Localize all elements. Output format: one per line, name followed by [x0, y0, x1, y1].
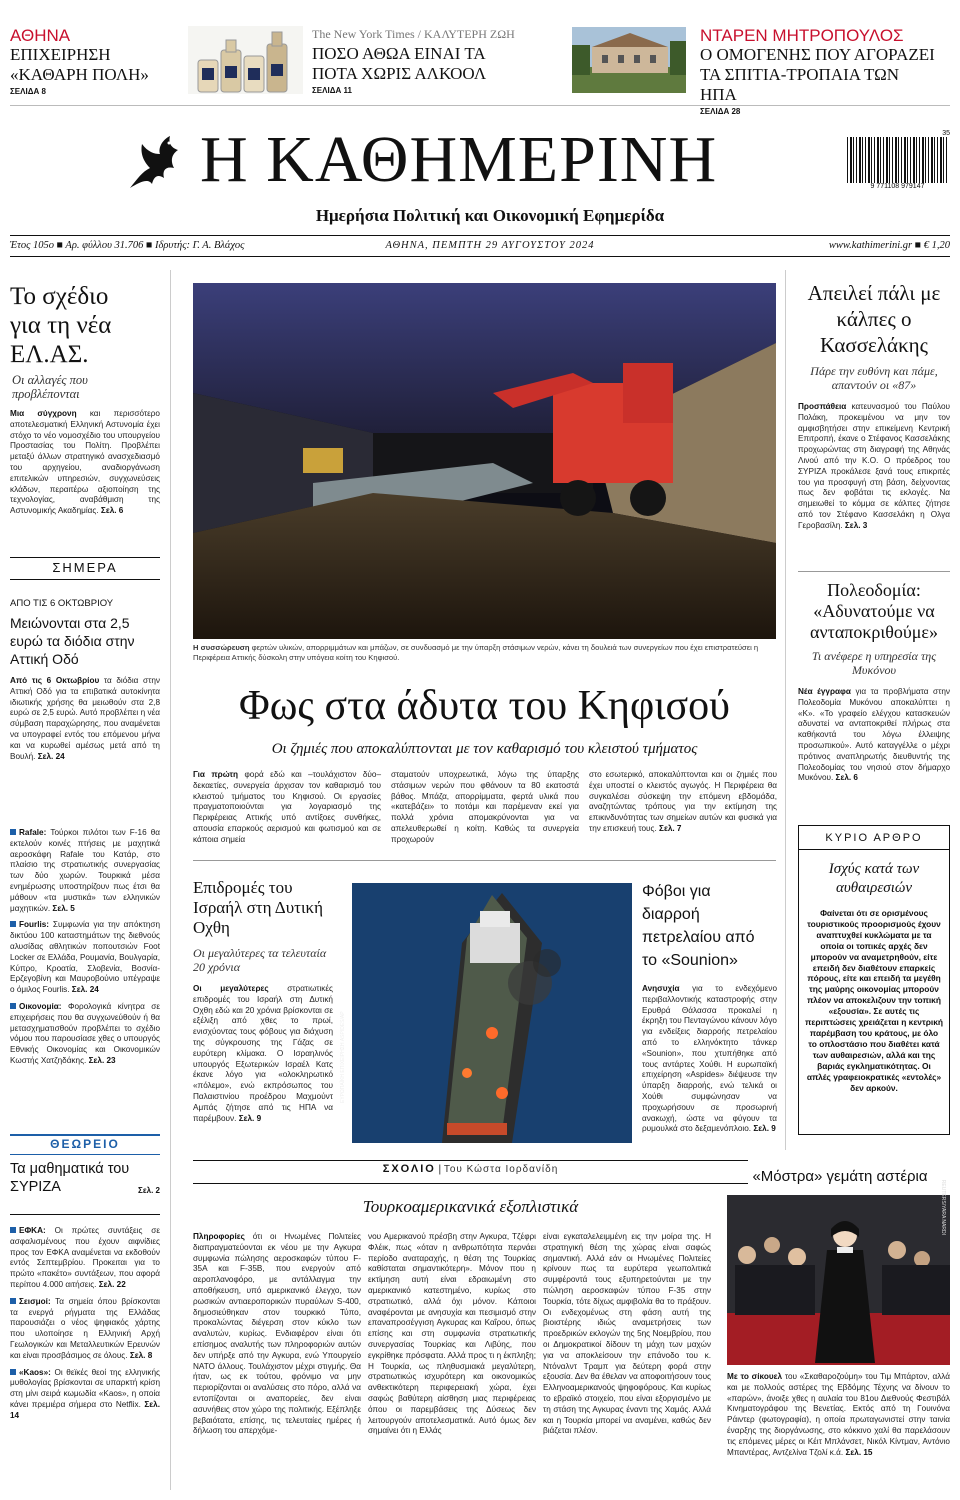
brief-head: ΕΦΚΑ:	[19, 1226, 46, 1235]
brief-page: Σελ. 22	[98, 1279, 126, 1289]
brief-item[interactable]	[10, 1368, 160, 1422]
story2-title: Πολεοδομία: «Αδυνατούμε να ανταποκριθούμε»	[810, 580, 938, 642]
editorial-box[interactable]	[798, 825, 950, 1135]
brief-item[interactable]	[10, 1226, 160, 1291]
masthead-title: Η ΚΑΘΗΜΕΡΙΝΗ	[200, 123, 718, 196]
brief-head: Rafale:	[19, 828, 47, 837]
teaser-page: ΣΕΛΙΔΑ 8	[10, 87, 46, 96]
main-story-text: στο εσωτερικό, αποκαλύπτονται και οι ζημιές που έχει υποστεί ο κλειστός αγωγός. Η Περιφέρεια θα συγκαλέσει σύσκεψη την επόμενη εβδομάδα, αναζητώντας τρόπους για την εκτίμηση της επικινδυνότητας των σημείων αυτών και φυσικά για την επισκευή τους.	[589, 770, 777, 833]
right-lead-subtitle: Πάρε την ευθύνη και πάμε, απαντούν οι «87»	[810, 364, 938, 392]
brief-page: Σελ. 14	[10, 1399, 160, 1420]
brief-head: Fourlis:	[19, 920, 50, 930]
right-rule-1	[798, 571, 950, 572]
ship-body: για το ενδεχόμενο περιβαλλοντικής καταστροφής στην Ερυθρά Θάλασσα προκαλεί η έκρηξη του Πενταγώνου κάνουν λόγο για ενδείξεις διαρροής πετρελαίου από το ελληνόκτητο τάνκερ «Sounion», που χτυπήθηκε από τους αντάρτες Χούθι. Η ευρωπαϊκή επιχείρηση «Aspides» διέψευσε την ύπαρξη διαρροής, ενώ τελικά οι Χούθι συμφώνησαν να προχωρήσουν σε προσωρινή ανακωχή, ώστε να φύγουν τα ρυμουλκά στο δεξαμενόπλοιο.	[642, 984, 778, 1134]
today-rule	[10, 557, 160, 558]
brief-text: Οι πρώτες συντάξεις σε ασφαλισμένους που έχουν αιφνίδιες προς τον ΕΦΚΑ αναμένεται να εκδοθούν εντός Σεπτεμβρίου. Προκειται για το πρώτο «πακέτο» συντάξεων, που αφορά περίπου 4.000 αιτήσεις.	[10, 1226, 161, 1289]
brief-page: Σελ. 24	[71, 985, 99, 995]
story2-strong: Νέα έγγραφα	[798, 687, 851, 696]
main-story-strong: Για πρώτη	[193, 770, 239, 779]
main-story-text: φορά εδώ και –τουλάχιστον δύο– δεκαετίες, συνεργεία άρχισαν τον καθαρισμό του κλειστού τμήματος του Κηφισού. Οι εργασίες πραγματοποιούνται για λογαριασμό της Περιφέρειας Αττικής υπό αντίξοες συνθήκες, απουσία επαρκούς αερισμού και φωτισμού και σε κάποια σημεία	[193, 770, 382, 844]
mid-rule	[193, 860, 776, 861]
caption-strong: Η συσσώρευση	[193, 643, 250, 652]
israel-story[interactable]	[193, 878, 333, 1124]
right-lead-title: Απειλεί πάλι με κάλπες ο Κασσελάκης	[807, 281, 941, 357]
today-label: ΣΗΜΕΡΑ	[52, 560, 118, 575]
opinion-rule-bottom	[10, 1154, 160, 1155]
comment-col-3	[543, 1232, 711, 1490]
mostra-strong: Με το σίκουελ	[727, 1372, 783, 1381]
mostra-page: Σελ. 15	[845, 1447, 873, 1457]
left-lead-body: και περισσότερο αποτελεσματική Ελληνική Αστυνομία έχει στόχο το νέο νομοσχέδιο του υπουργείου Προστασίας του Πολίτη. Προβλέπει μεταξύ άλλων στρατηγικό ανασχεδιασμό του αρχηγείου, αναδιοργάνωση επιτελικών υπηρεσιών, συγχωνεύσεις κλάδων, περαιτέρω αξιοποίηση της τεχνολογίας, αναβάθμιση της Αστυνομικής Ακαδημίας.	[10, 409, 160, 516]
right-lead-body: κατευνασμού του Παύλου Πολάκη, προκειμένου να μην τον αμφισβητήσει στην επικείμενη Κεντρική Επιτροπή, έκανε ο Στέφανος Κασσελάκης προχωρώντας στη διαγραφή της Αθηνάς Λινού από την Κ.Ο. Ο πρόεδρος του ΣΥΡΙΖΑ προκάλεσε ξανά τους επικριτές του για προσφυγή στη βάση, δείχνοντας πως δεν φοβάται τις εκλογές. Να σημειωθεί το κόμμα σε κάλπες ζήτησε από τον Στέφανο Κασσελάκη η Ολγα Γεροβασίλη.	[798, 402, 950, 530]
caption-text: φερτών υλικών, απορριμμάτων και μπάζων, σε συνδυασμό με την ύπαρξη στάσιμων νερών, κάνει τη δουλειά των συνεργείων που έχει επιστρατεύσει η Περιφέρεια Αττικής δύσκολη στην υπόγεια κοίτη του Κηφισού.	[193, 643, 759, 662]
mostra-title: «Μόστρα» γεμάτη αστέρια	[752, 1168, 928, 1185]
ship-title: Φόβοι για διαρροή πετρελαίου από το «Sounion»	[642, 883, 755, 969]
right-lead-page: Σελ. 3	[844, 520, 868, 530]
barcode-bars	[847, 137, 947, 183]
today-kicker: ΑΠΟ ΤΙΣ 6 ΟΚΤΩΒΡΙΟΥ	[10, 598, 114, 609]
main-story-page: Σελ. 7	[659, 823, 682, 833]
masthead-subtitle: Ημερήσια Πολιτική και Οικονομική Εφημερίδα	[315, 206, 665, 225]
sounion-tanker-photo	[340, 883, 632, 1143]
brief-head: Σεισμοί:	[19, 1296, 51, 1306]
main-story-col-2	[391, 770, 579, 846]
israel-subtitle: Οι μεγαλύτερες τα τελευταία 20 χρόνια	[193, 946, 327, 974]
issue-date: ΑΘΗΝΑ, ΠΕΜΠΤΗ 29 ΑΥΓΟΥΣΤΟΥ 2024	[385, 240, 595, 251]
israel-page: Σελ. 9	[238, 1113, 262, 1123]
barcode-top-number: 35	[942, 130, 950, 137]
left-lead-subtitle: Οι αλλαγές που προβλέπονται	[12, 373, 88, 401]
israel-text	[193, 984, 333, 1124]
comment-separator: |	[438, 1163, 444, 1175]
brief-text: Τα σημεία όπου βρίσκονται τα ενεργά ρήγματα της Ελλάδας παρουσιάζει ο νέος ψηφιακός χάρτης που υλοποίησε η Ελληνική Αρχή Γεωλογικών και Μεταλλευτικών Ερευνών και είναι προσβάσιμος σε όλους.	[10, 1296, 160, 1360]
teaser-page: ΣΕΛΙΔΑ 28	[700, 107, 741, 116]
today-text	[10, 676, 160, 762]
opinion-page: Σελ. 2	[138, 1186, 160, 1195]
today-page: Σελ. 24	[37, 751, 65, 761]
comment-text: είναι εγκαταλελειμμένη εις την μοίρα της. Η στρατηγική θέση της χώρας είναι σαφώς σημαντική. Αλλά εάν οι Ηνωμένες Πολιτείες κρίνουν πως τα ευρύτερα γεωπολιτικά συμφέροντά τους εξυπηρετούνται με την πώληση αεροσκαφών τύπου F-35 στην Τουρκία, τότε δίχως αμφιβολία θα το πράξουν. Οι ενδεχομένως στη φάση αυτή της βιοιστέρης ιδιώς αναμετρήσεις των προεδρικών εκλογών της 5ης Νοεμβρίου, που οι Δημοκρατικοί δίδουν τη μάχη των μαχών για να αποκλείσουν την επάνοδο του κ. Ντόναλντ Τραμπ για δεύτερη φορά στην εξουσία. Δεν θα έθελαν να αποφοιτήσουν τους Ελληνοαμερικανούς ψηφοφόρους. Και κυρίως το εβραϊκό στοιχείο, που είναι εξοργισμένο με τη στάση της Αγκυρας έναντι της Χαμάς. Αλλά και η Τουρκία μπορεί να αναμένει, καθώς δεν βιάζεται πλέον.	[543, 1232, 711, 1436]
ship-strong: Ανησυχία	[642, 984, 680, 993]
bullet-square-icon	[10, 1298, 16, 1304]
left-briefs	[10, 828, 160, 1073]
bullet-square-icon	[10, 1003, 16, 1009]
right-lead-strong: Προσπάθεια	[798, 402, 847, 411]
venice-festival-photo	[727, 1179, 950, 1365]
venice-photo-credit: REUTERS/YARA NARDI	[940, 1179, 946, 1235]
left-lead-page: Σελ. 6	[100, 506, 124, 516]
comment-title: Τουρκοαμερικανικά εξοπλιστικά	[362, 1197, 579, 1216]
right-lead-text	[798, 402, 950, 532]
barcode-digits: 9 771108 979147	[870, 183, 925, 190]
top-teaser-3[interactable]	[700, 26, 950, 116]
bullet-square-icon	[10, 921, 16, 927]
opinion-end-rule	[10, 1214, 160, 1215]
story2-text	[798, 687, 950, 784]
israel-title: Επιδρομές του Ισραήλ στη Δυτική Οχθη	[193, 878, 324, 937]
opinion-title: Τα μαθηματικά του ΣΥΡΙΖΑ	[10, 1161, 130, 1195]
brief-item[interactable]	[10, 828, 160, 914]
top-teaser-1[interactable]	[10, 26, 160, 96]
brief-page: Σελ. 5	[52, 903, 75, 913]
brief-item[interactable]	[10, 920, 160, 996]
right-column-divider	[785, 270, 786, 1150]
ship-photo-credit: ΕΥΡΩΠΑΪΚΗ ΕΠΙΧΕΙΡΗΣΗ ASPIDES/AP	[340, 1011, 346, 1103]
comment-rule-top	[193, 1160, 748, 1161]
mostra-body: του «Σκαθαροζούμη» του Τιμ Μπάρτον, αλλά και με πολλούς αστέρες της Εβδόμης Τέχνης να δίνουν το «παρών», άνοιξε χθες η αυλαία του 81ου Διεθνούς Φεστιβάλ Κινηματογράφου της Βενετίας. Εκτός από τη Γουινόνα Ράιντερ (φωτογραφία), η οποία πρωταγωνιστεί στην ταινία έναρξης της διοργάνωσης, στο κόκκινο χαλί θα παρελάσουν τις επόμενες μέρες οι Κέιτ Μπλάνσετ, Νικόλ Κίντμαν, Αντόνιο Μπαντέρας, Αντζελίνα Τζολί κ.ά.	[727, 1372, 951, 1457]
left-column-divider	[170, 270, 171, 1490]
today-title: Μειώνονται στα 2,5 ευρώ τα διόδια στην Αττική Οδό	[10, 615, 135, 667]
teaser-kicker: The New York Times / ΚΑΛΥΤΕΡΗ ΖΩΗ	[312, 27, 515, 41]
comment-header	[193, 1163, 748, 1175]
editorial-text: Φαίνεται ότι σε ορισμένους τουριστικούς προορισμούς έχουν αναπτυχθεί κυκλώματα με τα οποία οι τοπικές αρχές δεν μπορούν να αναμετρηθούν, είτε επειδή δεν διαθέτουν επαρκείς πόρους, είτε και επειδή τα μεγέθη της μαύρης οικονομίας μπορούν πλέον να αποκελιζουν την τοπική «εξουσία». Σε αυτές τις περιπτώσεις χρειάζεται η κεντρική παρέμβαση του κράτους, με όλο το οπλοστάσιο που διαθέτει κατά των αυθαιρεσιών, αλλά και της βαριάς εγκληματικότητας. Οι απλές γραφειοκρατικές «εντολές» δεν αρκούν.	[805, 908, 943, 1093]
comment-author: Του Κώστα Ιορδανίδη	[443, 1164, 559, 1175]
right-lead-story[interactable]	[798, 280, 950, 532]
left-lead-text	[10, 409, 160, 517]
issue-info-right: www.kathimerini.gr ■ € 1,20	[828, 240, 950, 251]
teaser-title: ΕΠΙΧΕΙΡΗΣΗ «ΚΑΘΑΡΗ ΠΟΛΗ»	[10, 45, 149, 84]
left-lead-story[interactable]	[10, 282, 160, 517]
story2-page: Σελ. 6	[835, 773, 858, 783]
right-story-2[interactable]	[798, 580, 950, 784]
top-rule	[10, 105, 950, 106]
opinion-story[interactable]	[10, 1160, 160, 1195]
comment-strong: Πληροφορίες	[193, 1232, 245, 1241]
today-rule-bottom	[10, 579, 160, 580]
teaser-page: ΣΕΛΙΔΑ 11	[312, 86, 352, 95]
comment-text: ότι οι Ηνωμένες Πολιτείες διαπραγματεύονται εκ νέου με την Αγκυρα συμφωνία πώλησης αεροσκαφών τύπου F-35A και F-35B, που ενεργούν από αεροπλανοφόρο, με αντάλλαγμα την αποθήκευση, υπό αμερικανικό έλεγχο, των ρωσικών αντιαεροπορικών πυραύλων S-400, δημοσιεύθηκαν στον τουρκικό Τύπο, προκαλώντας διέγερση στον κύκλο των αναλυτών, κυρίως. Ενδιαφέρον είναι ότι επίσημος αναλυτής των πληροφοριών αυτών δεν υπήρξε από την Αγκυρα, ενώ Υπουργείο ΝΑΤΟ άλλους. Τουλάχιστον μέχρι στιγμής. Θα ήταν, ως εκ τούτου, φρόνιμο να μην περιορίζονται οι αναλύσεις στο πόρο, αλλά να εντοπίζονται οι αναπορείες, δεν είναι ασυνήθεις στον χώρο της πολιτικής. Εξέπληξε βεβαιότατα, επίσης, τις τελευταίες ημέρες ή δήλωση του απερχόμε-	[193, 1232, 362, 1436]
ship-page: Σελ. 9	[753, 1124, 776, 1134]
brief-item[interactable]	[10, 1297, 160, 1362]
kifisos-tunnel-photo	[193, 283, 776, 639]
main-headline: Φως στα άδυτα του Κηφισού	[239, 683, 730, 729]
mostra-text[interactable]	[727, 1372, 950, 1458]
story2-subtitle: Τι ανέφερε η υπηρεσία της Μυκόνου	[811, 649, 937, 677]
teaser-kicker: ΝΤΑΡΕΝ ΜΗΤΡΟΠΟΥΛΟΣ	[700, 26, 904, 45]
issue-info-left: Έτος 105ο ■ Αρ. φύλλου 31.706 ■ Ιδρυτής: Γ. Α. Βλάχος	[10, 240, 245, 251]
editorial-label: ΚΥΡΙΟ ΑΡΘΡΟ	[799, 826, 949, 850]
masthead-rule-bottom	[10, 256, 950, 257]
teaser-title: Ο ΟΜΟΓΕΝΗΣ ΠΟΥ ΑΓΟΡΑΖΕΙ ΤΑ ΣΠΙΤΙΑ-ΤΡΟΠΑΙΑ ΤΩΝ ΗΠΑ	[700, 45, 935, 104]
top-teaser-2[interactable]	[312, 26, 542, 95]
main-story-col-1	[193, 770, 381, 846]
comment-rule-mid	[193, 1183, 748, 1184]
ship-story[interactable]	[642, 880, 777, 1135]
opinion-label: ΘΕΩΡΕΙΟ	[50, 1137, 120, 1151]
teaser-kicker: ΑΘΗΝΑ	[10, 26, 71, 45]
comment-label: ΣΧΟΛΙΟ	[382, 1163, 436, 1175]
opinion-rule	[10, 1134, 160, 1136]
brief-page: Σελ. 23	[88, 1055, 116, 1065]
left-lead-title: Το σχέδιο για τη νέα ΕΛ.ΑΣ.	[10, 283, 112, 368]
brief-page: Σελ. 8	[129, 1350, 153, 1360]
israel-strong: Οι μεγαλύτερες	[193, 984, 269, 993]
comment-col-1	[193, 1232, 361, 1490]
brief-head: Οικονομία:	[19, 1001, 62, 1011]
griffin-logo-icon	[120, 128, 190, 198]
today-story[interactable]	[10, 598, 160, 762]
main-photo-caption	[193, 643, 776, 663]
mansion-thumbnail	[572, 27, 686, 93]
left-briefs-2	[10, 1226, 160, 1428]
brief-text: Φορολογικά κίνητρα σε επιχειρήσεις που θα συγχωνεύθούν ή θα μετασχηματισθούν προβλέπει το σχέδιο νόμου που παρουσίασε χθες ο υπουργός Εθνικής Οικονομίας και Οικονομικών Κωστής Χατζηδάκης.	[10, 1001, 160, 1065]
today-strong: Από τις 6 Οκτωβρίου	[10, 676, 100, 685]
barcode	[845, 130, 950, 202]
story2-body: για τα προβλήματα στην Πολεοδομία Μυκόνου αποκαλύπτει η «Κ». «Το γραφείο ελέγχου κατασκευών αδυνατεί να ανταποκριθεί πλήρως στα καθήκοντά του λόγω έλλειψης προσωπικού». Αυτό καταγγέλλε ο μέχρι πρότινος αναπληρωτής διευθυντής της Πολεοδομίας του νησιού στον δήμαρχο Μυκόνου.	[798, 687, 950, 783]
main-story-col-3	[589, 770, 777, 835]
main-subhead: Οι ζημιές που αποκαλύπτονται με τον καθαρισμό του κλειστού τμήματος	[271, 741, 698, 757]
bullet-square-icon	[10, 1227, 16, 1233]
teaser-title: ΠΟΣΟ ΑΘΩΑ ΕΙΝΑΙ ΤΑ ΠΟΤΑ ΧΩΡΙΣ ΑΛΚΟΟΛ	[312, 44, 487, 83]
main-story-text: σταματούν υποχρεωτικά, λόγω της ύπαρξης στάσιμων νερών που φθάνουν τα 80 εκατοστά βάθος. Μπάζα, απορρίμματα, φερτά υλικά που «κατεβάζει» το ποτάμι και παρέμεναν εκεί για πολλά χρόνια απομακρύνονται για να απελευθερωθεί η κοίτη. Καθώς τα συνεργεία προχωρούν	[391, 770, 579, 844]
bottles-thumbnail	[188, 26, 303, 94]
brief-text: Οι θεϊκές θεοί της ελληνικής μυθολογίας βρίσκονται σε υπαρκτή κρίση στη μίνι σειρά κωμωδία «Kaos», η οποία κάνει πρεμιέρα σήμερα στο Netflix.	[10, 1367, 160, 1409]
comment-col-2	[368, 1232, 536, 1490]
today-body: τα διόδια στην Αττική Οδό για τα επιβατικά αυτοκίνητα ιδιωτικής χρήσης θα μειωθούν στα 2,8 ευρώ σε 2,5 ευρώ. Αυτό προβλέπει η νέα σύμβαση παραχώρησης, που αναμένεται να υπογραφεί εντός του επόμενου μήνα και να κυρωθεί αμέσως μετά από τη Βουλή.	[10, 676, 160, 761]
masthead-rule-top	[10, 235, 950, 236]
brief-head: «Kaos»:	[19, 1367, 51, 1377]
brief-item[interactable]	[10, 1002, 160, 1067]
comment-text: νου Αμερικανού πρέσβη στην Αγκυρα, Τζέφρι Φλέικ, πως «όταν η ανθρωπότητα περνάει περίοδο αναταραχής, η θέση της Τουρκίας καθίσταται σημαντικότερη». Μόνον που η εκτίμηση αυτή είναι εδραιωμένη στο αμερικανικό κατεστημένο, κυρίως στο στρατιωτικό, αλλά όχι μόνον. Κάποιοι αναφέρονται με ανησυχία και πεσιμισμό στην επαναπροσέγγιση Αγκυρας και Καΐρου, όπως επίσης και στη συμφωνία στρατιωτικής συνεργασίας Τουρκίας και Λιβύης, που εγκρίθηκε πρόσφατα. Αλλά προς τι η έκπληξη; Η Τουρκία, ως πληθυσμιακά μεγαλύτερη, στρατιωτικώς ισχυρότερη και οικονομικώς ανθεκτικότερη περιφερειακή χώρα, έχει σαφώς βαθύτερη αίσθηση μιας περιφέρειας όπου οι παρεμβάσεις της Δύσεως δεν λειτουργούν αποτελεσματικά. Αυτό όμως δεν σημαίνει ότι η Ελλάς	[368, 1232, 536, 1436]
ship-text	[642, 984, 777, 1135]
brief-text: Τούρκοι πιλότοι των F-16 θα εκτελούν κοινές πτήσεις με μαχητικά αεροσκάφη Rafale του Κατάρ, στο πλαίσιο της στρατιωτικής συνεργασίας των δύο χωρών. Τουρκικά μέσα ενημέρωσης υποστηρίζουν πως έτσι θα μάθουν «τα μυστικά» των ελληνικών μαχητικών.	[10, 828, 160, 913]
brief-text: Συμφωνία για την απόκτηση δικτύου 100 καταστημάτων της διεθνούς αλυσίδας αθλητικών ποπουτσιών Foot Locker σε Ελλάδα, Ρουμανία, Βουλγαρία, Κύπρο, Κροατία, Σλοβενία, Βοσνία-Ερζεγοβίνη και Μαυροβούνιο υπέγραψε ο όμιλος Fourlis.	[10, 920, 160, 995]
editorial-title: Ισχύς κατά των αυθαιρεσιών	[828, 861, 920, 896]
bullet-square-icon	[10, 829, 16, 835]
left-lead-strong: Μια σύγχρονη	[10, 409, 77, 418]
bullet-square-icon	[10, 1369, 16, 1375]
israel-body: στρατιωτικές επιδρομές του Ισραήλ στη Δυτική Οχθη εδώ και 20 χρόνια βρίσκονται σε εξέλιξη από χθες το πρωί, ενισχύοντας τους φόβους για διάχυση της σύγκρουσης της Γάζας σε ευρύτερη κλίμακα. Ο Ισραηλινός υπουργός Εξωτερικών Ισραέλ Κατς έκανε λόγο για «ολοκληρωτικό «πόλεμο», ενώ εκπρόσωπος του Παλαιστινίου προέδρου Μαχμούντ Αμπάς ζήτησε από τις ΗΠΑ να παρέμβουν.	[193, 984, 334, 1123]
